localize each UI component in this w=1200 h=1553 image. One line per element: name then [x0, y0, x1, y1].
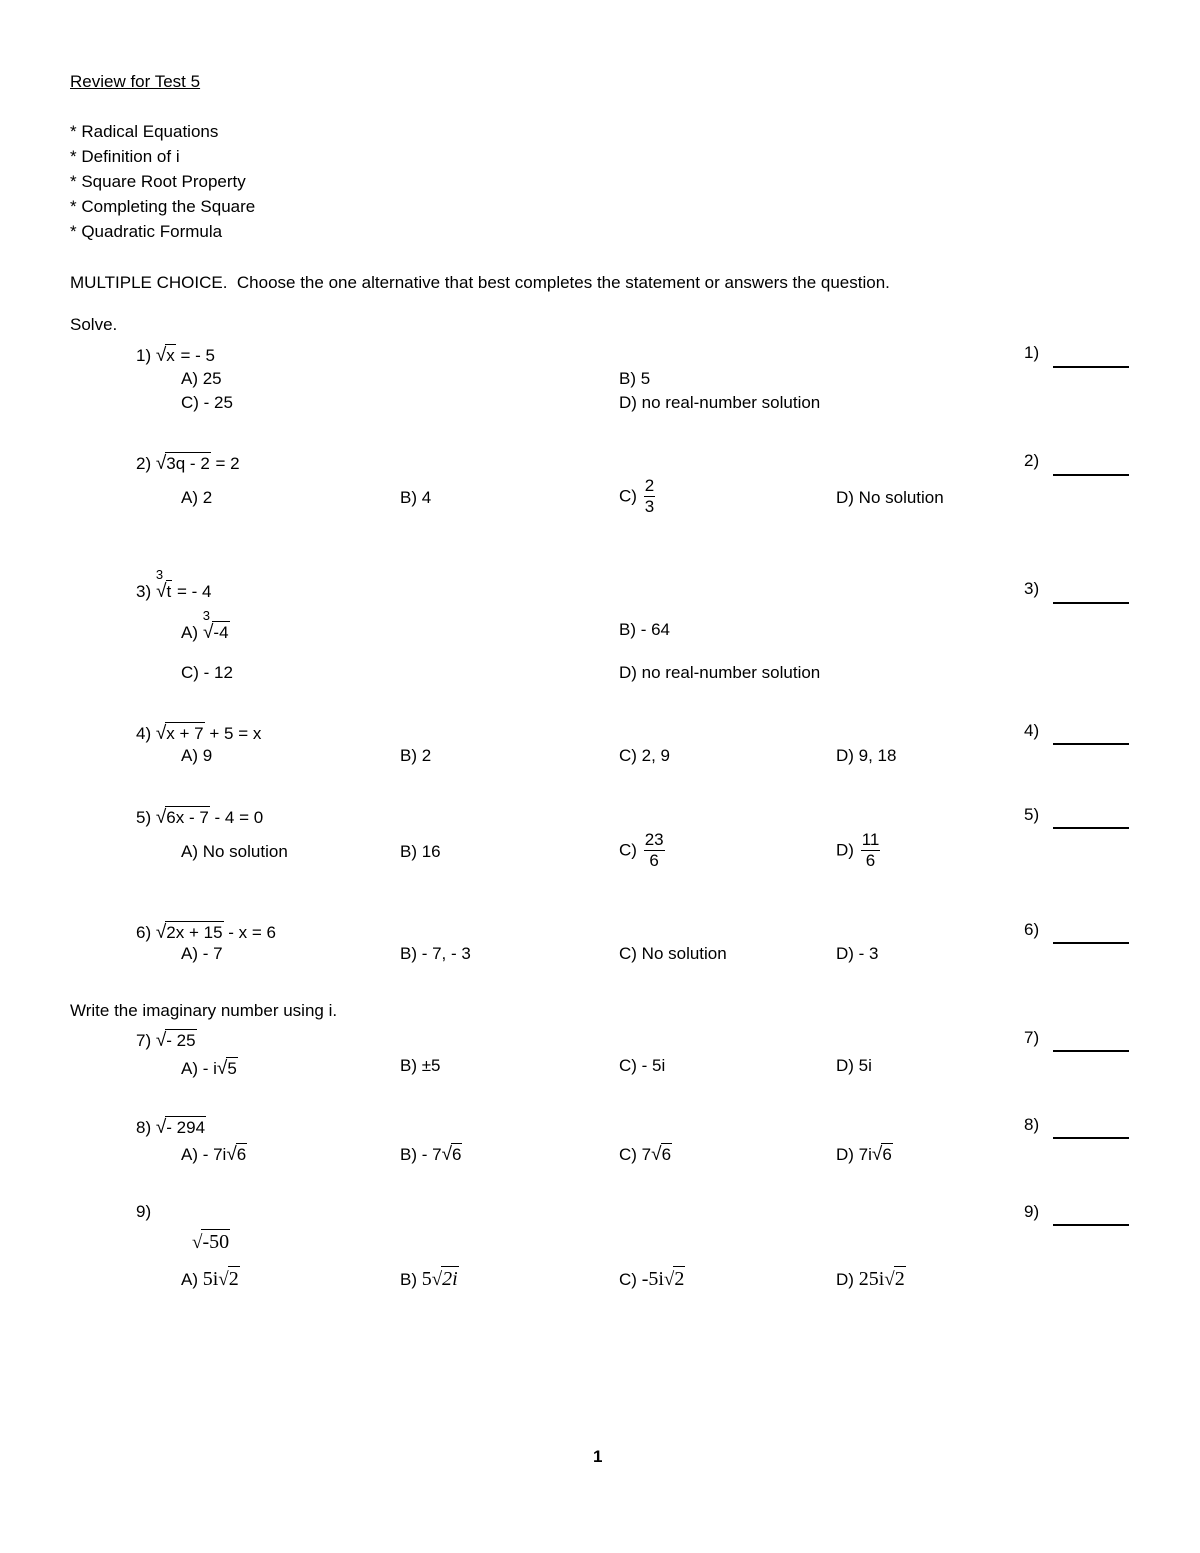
choice-b[interactable]: B) - 7√6 — [400, 1144, 462, 1165]
choice-b[interactable]: B) ±5 — [400, 1056, 441, 1075]
radicand: t — [166, 582, 172, 601]
radicand: 6 — [882, 1145, 892, 1164]
radical-sign-icon: √ — [192, 1232, 203, 1253]
choice-a[interactable]: A) - 7 — [181, 944, 223, 963]
choice-d[interactable]: D) 5i — [836, 1056, 872, 1075]
choice-d[interactable]: D) 7i√6 — [836, 1144, 892, 1165]
answer-blank[interactable] — [1053, 827, 1129, 829]
answer-blank[interactable] — [1053, 1050, 1129, 1052]
radicand: 6 — [452, 1145, 462, 1164]
answer-blank[interactable] — [1053, 366, 1129, 368]
question-5: 5) √6x - 7 - 4 = 0 — [136, 807, 264, 828]
answer-label: 9) — [1024, 1202, 1040, 1221]
radicand: 3q - 2 — [166, 454, 210, 473]
choice-a[interactable]: A) No solution — [181, 842, 288, 861]
answer-blank[interactable] — [1053, 602, 1129, 604]
choice-a[interactable]: A) 9 — [181, 746, 213, 765]
choice-a[interactable]: A) 2 — [181, 488, 213, 507]
radicand: -50 — [202, 1231, 230, 1253]
question-1: 1) √x = - 5 — [136, 345, 216, 366]
radical-sign-icon: √ — [226, 1144, 237, 1165]
instructions-label: MULTIPLE CHOICE. — [70, 273, 228, 292]
choice-c[interactable]: C) -5i√2 — [619, 1268, 685, 1290]
radical-sign-icon: √ — [155, 807, 167, 828]
answer-label: 8) — [1024, 1115, 1040, 1134]
radicand: -4 — [213, 623, 229, 642]
radicand: - 25 — [166, 1031, 196, 1050]
page-title: Review for Test 5 — [70, 72, 201, 91]
answer-blank[interactable] — [1053, 1137, 1129, 1139]
radical-sign-icon: √ — [156, 581, 167, 602]
radical-sign-icon: √ — [871, 1144, 883, 1165]
choice-b[interactable]: B) 16 — [400, 842, 441, 861]
choice-a[interactable]: A) 25 — [181, 369, 222, 388]
instructions — [70, 274, 890, 291]
fraction: $\frac{11}{6}$ — [861, 830, 880, 870]
answer-label: 2) — [1024, 451, 1040, 470]
choice-d[interactable]: D) no real-number solution — [619, 393, 821, 412]
answer-label: 5) — [1024, 805, 1040, 824]
answer-label: 4) — [1024, 721, 1040, 740]
choice-c[interactable]: C) 7√6 — [619, 1144, 672, 1165]
radicand: 6 — [661, 1145, 672, 1164]
choice-b[interactable]: B) - 64 — [619, 620, 671, 639]
radical-sign-icon: √ — [218, 1269, 229, 1290]
radicand: 2i — [442, 1268, 458, 1290]
choice-c[interactable]: C) $\frac{2}{3}$ — [619, 476, 655, 516]
choice-b[interactable]: B) 5 — [619, 369, 651, 388]
choice-a[interactable]: A) - 7i√6 — [181, 1144, 247, 1165]
radical-sign-icon: √ — [884, 1269, 895, 1290]
root-index: 3 — [202, 608, 210, 623]
radical-sign-icon: √ — [431, 1269, 443, 1290]
question-3: 3) $^3$√t = - 4 — [136, 567, 212, 602]
radical-sign-icon: √ — [155, 453, 167, 474]
instructions-text: Choose the one alternative that best completes the statement or answers the question. — [236, 273, 890, 292]
question-8: 8) √- 294 — [136, 1117, 206, 1138]
radical-sign-icon: √ — [216, 1058, 228, 1079]
choice-d[interactable]: D) 9, 18 — [836, 746, 897, 765]
question-4: 4) √x + 7 + 5 = x — [136, 723, 262, 744]
answer-label: 3) — [1024, 579, 1040, 598]
choice-d[interactable]: D) 25i√2 — [836, 1268, 905, 1290]
topic-item: * Quadratic Formula — [70, 222, 223, 241]
section-heading-imaginary: Write the imaginary number using i. — [70, 1001, 338, 1020]
page-number: 1 — [593, 1447, 603, 1466]
answer-label: 7) — [1024, 1028, 1040, 1047]
radicand: x — [166, 346, 175, 365]
answer-label: 1) — [1024, 343, 1040, 362]
fraction: $\frac{2}{3}$ — [644, 476, 655, 516]
fraction: $\frac{23}{6}$ — [644, 830, 664, 870]
radical-sign-icon: √ — [663, 1269, 675, 1290]
radicand: 2x + 15 — [166, 923, 223, 942]
topic-item: * Definition of i — [70, 147, 180, 166]
answer-label: 6) — [1024, 920, 1040, 939]
choice-d[interactable]: D) - 3 — [836, 944, 879, 963]
question-6: 6) √2x + 15 - x = 6 — [136, 922, 276, 943]
radicand: - 294 — [166, 1118, 206, 1137]
choice-b[interactable]: B) 4 — [400, 488, 432, 507]
choice-d[interactable]: D) $\frac{11}{6}$ — [836, 830, 880, 870]
choice-a[interactable]: A) 5i√2 — [181, 1268, 239, 1290]
choice-d[interactable]: D) no real-number solution — [619, 663, 821, 682]
question-9-expression — [192, 1229, 230, 1252]
answer-blank[interactable] — [1053, 942, 1129, 944]
radicand: 2 — [674, 1268, 685, 1290]
radical-sign-icon: √ — [651, 1144, 662, 1165]
choice-c[interactable]: C) - 25 — [181, 393, 233, 412]
radical-sign-icon: √ — [202, 622, 214, 643]
choice-a[interactable]: A) $^3$√-4 — [181, 608, 229, 643]
choice-c[interactable]: C) No solution — [619, 944, 727, 963]
answer-blank[interactable] — [1053, 743, 1129, 745]
choice-a[interactable]: A) - i√5 — [181, 1058, 237, 1079]
section-heading-solve: Solve. — [70, 315, 118, 334]
answer-blank[interactable] — [1053, 1224, 1129, 1226]
radicand: x + 7 — [166, 724, 204, 743]
topic-item: * Radical Equations — [70, 122, 219, 141]
radicand: 2 — [894, 1268, 905, 1290]
question-7: 7) √- 25 — [136, 1030, 196, 1051]
answer-blank[interactable] — [1053, 474, 1129, 476]
radicand: 6 — [236, 1145, 247, 1164]
radicand: 6x - 7 — [166, 808, 209, 827]
choice-b[interactable]: B) - 7, - 3 — [400, 944, 471, 963]
radical-sign-icon: √ — [155, 922, 167, 943]
radical-sign-icon: √ — [441, 1144, 452, 1165]
choice-b[interactable]: B) 5√2i — [400, 1268, 458, 1290]
radical-sign-icon: √ — [155, 723, 167, 744]
choice-c[interactable]: C) 2, 9 — [619, 746, 671, 765]
topic-item: * Square Root Property — [70, 172, 246, 191]
question-9: 9) — [136, 1202, 152, 1221]
radical-sign-icon: √ — [155, 1030, 167, 1051]
radical-sign-icon: √ — [155, 1117, 167, 1138]
choice-c[interactable]: C) - 12 — [181, 663, 233, 682]
topic-item: * Completing the Square — [70, 197, 256, 216]
choice-c[interactable]: C) $\frac{23}{6}$ — [619, 830, 664, 870]
radicand: 2 — [228, 1268, 239, 1290]
radical-sign-icon: √ — [155, 345, 167, 366]
radicand: 5 — [227, 1059, 237, 1078]
question-2: 2) √3q - 2 = 2 — [136, 453, 240, 474]
root-index: 3 — [155, 567, 164, 582]
choice-b[interactable]: B) 2 — [400, 746, 432, 765]
choice-c[interactable]: C) - 5i — [619, 1056, 666, 1075]
choice-d[interactable]: D) No solution — [836, 488, 944, 507]
